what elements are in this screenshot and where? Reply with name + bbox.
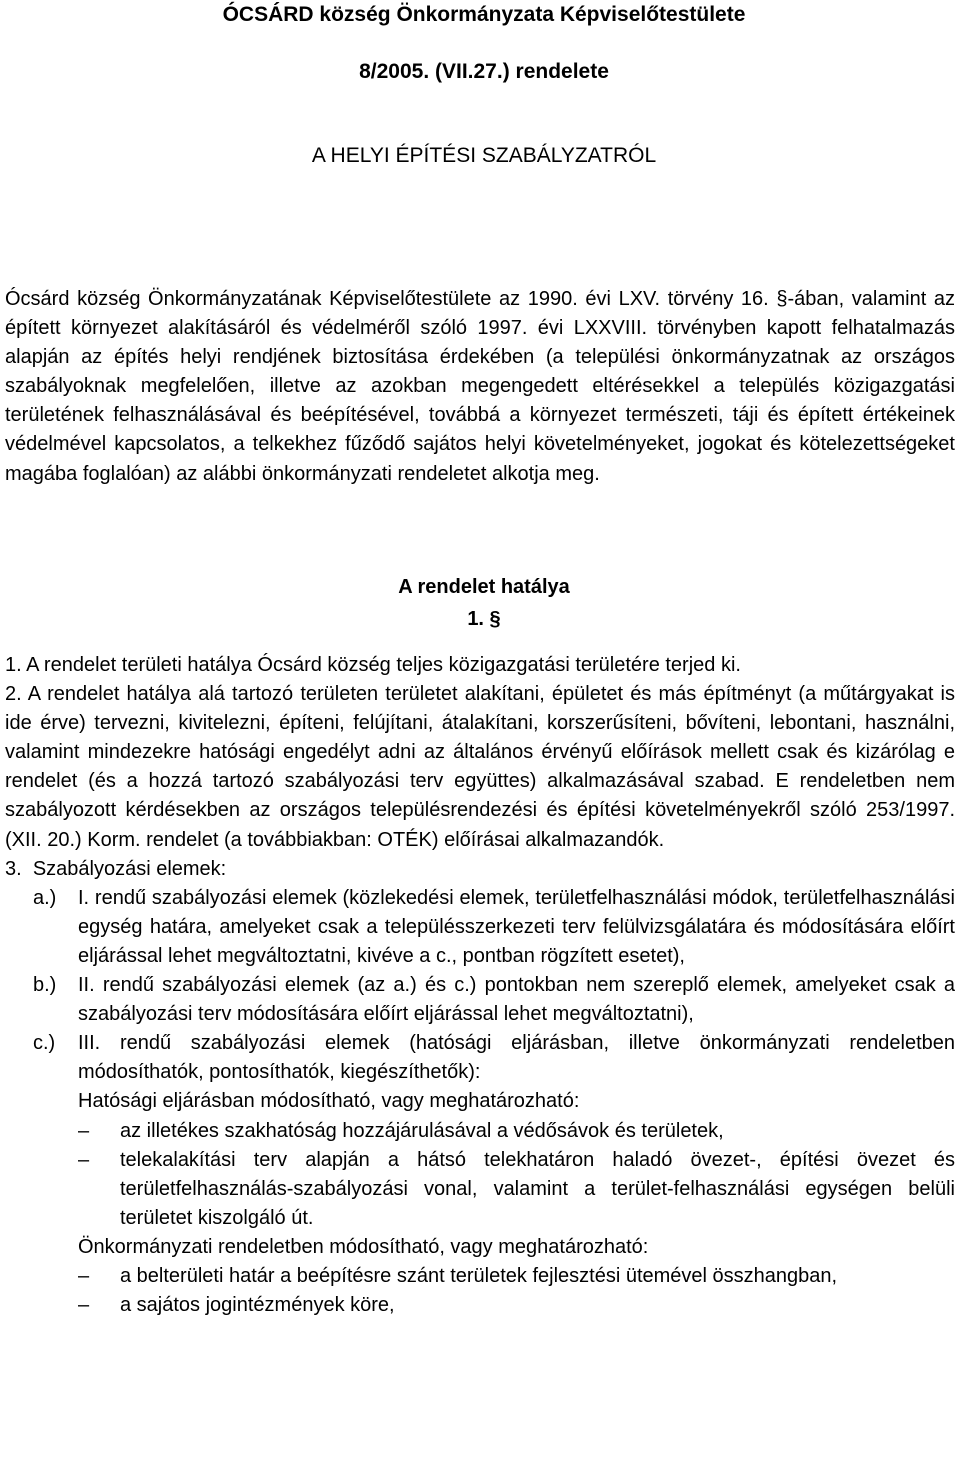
element-item-a	[33, 884, 955, 971]
element-text: I. rendű szabályozási elemek (közlekedési elemek, területfelhasználási módok, területfelhasználási egység határa, amelyeket csak a településszerkezeti terv felülvizsgálatára és módosítására előírt eljárással lehet megváltoztatni, kivéve a c., pontban rögzített esetet),	[78, 886, 955, 967]
paragraph-text: Szabályozási elemek:	[32, 857, 227, 880]
dash-bullet: –	[78, 1264, 90, 1287]
section-heading-block	[5, 569, 960, 633]
element-item-c	[33, 1029, 955, 1087]
paragraph-number: 3.	[5, 857, 22, 880]
element-text: III. rendű szabályozási elemek (hatósági eljárásban, illetve önkormányzati rendeletben módosíthatók, pontosíthatók, kiegészíthetők):	[78, 1032, 955, 1084]
element-label: a.)	[33, 886, 57, 909]
council-title: ÓCSÁRD község Önkormányzata Képviselőtestülete	[222, 3, 746, 26]
section-heading: A rendelet hatálya	[398, 576, 570, 598]
paragraph-number: 2.	[5, 683, 22, 706]
decree-subject: A HELYI ÉPÍTÉSI SZABÁLYZATRÓL	[311, 144, 657, 167]
list-item-text: a belterületi határ a beépítésre szánt területek fejlesztési ütemével összhangban,	[120, 1264, 838, 1287]
decree-number: 8/2005. (VII.27.) rendelete	[359, 60, 609, 83]
element-item-b	[33, 971, 955, 1029]
section-body	[5, 651, 955, 1320]
section-number: 1. §	[467, 608, 501, 630]
municipal-heading: Önkormányzati rendeletben módosítható, vagy meghatározható:	[78, 1235, 649, 1258]
authority-heading: Hatósági eljárásban módosítható, vagy meghatározható:	[78, 1090, 580, 1113]
list-item-text: az illetékes szakhatóság hozzájárulásával a védősávok és területek,	[120, 1119, 724, 1142]
element-label: c.)	[33, 1032, 56, 1055]
paragraph-number: 1.	[5, 654, 22, 676]
list-item	[78, 1262, 955, 1291]
list-item-text: telekalakítási terv alapján a hátsó telekhatáron haladó övezet-, építési övezet és területfelhasználás-szabályozási vonal, valamint a terület-felhasználási egységen belüli területet kiszolgáló út.	[120, 1148, 955, 1229]
dash-bullet: –	[78, 1294, 90, 1317]
element-text: II. rendű szabályozási elemek (az a.) és c.) pontokban nem szereplő elemek, amelyeket csak a szabályozási terv módosítására előírt eljárással lehet megváltoztatni),	[78, 974, 955, 1026]
paragraph-text: A rendelet területi hatálya Ócsárd község teljes közigazgatási területére terjed ki.	[26, 654, 741, 676]
dash-bullet: –	[78, 1148, 90, 1171]
paragraph-text: A rendelet hatálya alá tartozó területen területet alakítani, épületet és más építményt (a műtárgyakat is ide érve) tervezni, kivitelezni, építeni, felújítani, átalakítani, korszerűsíteni, bővíteni, lebontani, használni, valamint mindezekre hatósági engedélyt adni az általános érvényű előírások mellett csak és kizárólag e rendelet (és a hozzá tartozó szabályozási terv együttes) alkalmazásával szabad. E rendeletben nem szabályozott kérdésekben az országos településrendezési és építési követelményekről szóló 253/1997. (XII. 20.) Korm. rendelet (a továbbiakban: OTÉK) előírásai alkalmazandók.	[5, 683, 955, 851]
dash-bullet: –	[78, 1119, 90, 1142]
preamble: Ócsárd község Önkormányzatának Képviselőtestülete az 1990. évi LXV. törvény 16. §-ában, valamint az épített környezet alakításáról és védelméről szóló 1997. évi LXXVIII. törvényben kapott felhatalmazás alapján az építés helyi rendjének biztosítása érdekében (a települési önkormányzatnak az országos szabályoknak megfelelően, illetve az azokban megengedett eltérésekkel a település közigazgatási területének felhasználásával és beépítésével, továbbá a környezet természeti, táji és épített értékeinek védelmével kapcsolatos, a telkekhez fűződő sajátos helyi követelményeket, jogokat és kötelezettségeket magába foglalóan) az alábbi önkormányzati rendeletet alkotja meg.	[5, 288, 955, 485]
list-item	[78, 1117, 955, 1146]
list-item	[78, 1291, 955, 1320]
paragraph-1	[5, 651, 955, 680]
paragraph-2	[5, 680, 955, 855]
list-item	[78, 1146, 955, 1233]
list-item-text: a sajátos jogintézmények köre,	[120, 1294, 395, 1317]
element-label: b.)	[33, 974, 57, 997]
paragraph-3	[5, 855, 955, 884]
